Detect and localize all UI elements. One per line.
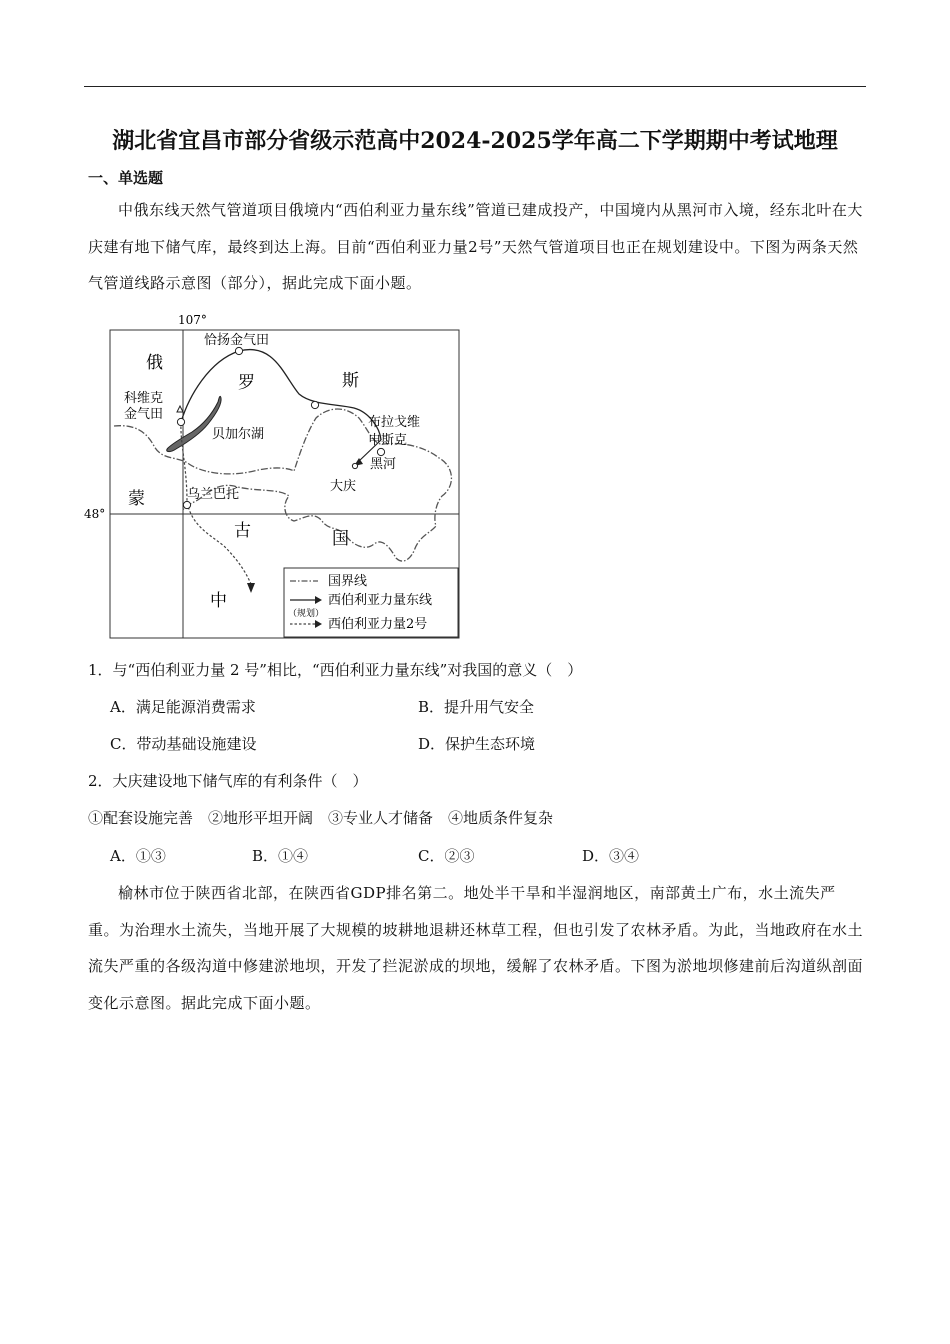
q2-option-c[interactable]: C．②③	[418, 847, 475, 865]
daqing-node	[352, 463, 357, 468]
q2-option-b[interactable]: B．①④	[252, 847, 309, 865]
q1-option-a[interactable]: A．满足能源消费需求	[110, 698, 256, 716]
passage-pipeline: 中俄东线天然气管道项目俄境内“西伯利亚力量东线”管道已建成投产，中国境内从黑河市入境，经东北叶在大庆建有地下储气库，最终到达上海。目前“西伯利亚力量2号”天然气管道项目也正在规划建设中。下图为两条天然气管道线路示意图（部分），据此完成下面小题。	[88, 201, 863, 292]
question-2-items: ①配套设施完善 ②地形平坦开阔 ③专业人才储备 ④地质条件复杂	[88, 809, 554, 827]
legend-line2-label: 西伯利亚力量2号	[328, 617, 428, 632]
country-label-meng: 蒙	[128, 489, 145, 509]
pipeline-map	[84, 306, 464, 642]
passage-yulin: 榆林市位于陕西省北部，在陕西省GDP排名第二。地处半干旱和半湿润地区，南部黄土广布，水土流失严重。为治理水土流失，当地开展了大规模的坡耕地退耕还林草工程，但也引发了农林矛盾。为此，当地政府在水土流失严重的各级沟道中修建淤地坝，开发了拦泥淤成的坝地，缓解了农林矛盾。下图为淤地坝修建前后沟道纵剖面变化示意图。据此完成下面小题。	[88, 884, 864, 1012]
lat-label: 48°	[84, 507, 106, 521]
place-daqing: 大庆	[330, 479, 357, 494]
q1-option-d[interactable]: D．保护生态环境	[418, 735, 536, 753]
question-2-stem: 2．大庆建设地下储气库的有利条件（ ）	[88, 772, 368, 790]
east-line-pipeline	[181, 350, 381, 440]
heihe-node	[377, 448, 384, 455]
legend-planned-tag: （规划）	[288, 609, 325, 619]
baikal-lake	[167, 396, 221, 451]
border-line	[114, 409, 451, 561]
section-heading: 一、单选题	[88, 169, 164, 187]
q1-option-c[interactable]: C．带动基础设施建设	[110, 735, 257, 753]
page-title: 湖北省宜昌市部分省级示范高中2024-2025学年高二下学期期中考试地理	[112, 128, 838, 154]
legend-border-label: 国界线	[328, 574, 368, 589]
lon-label: 107°	[178, 313, 207, 327]
place-ulaanbaatar: 乌兰巴托	[187, 487, 240, 502]
country-label-guo: 国	[332, 529, 349, 549]
place-kovykta-2: 金气田	[124, 407, 164, 422]
kovykta-symbol	[177, 406, 183, 412]
place-heihe: 黑河	[370, 457, 397, 472]
place-kovykta-1: 科维克	[124, 391, 164, 406]
kovykta-node	[177, 418, 184, 425]
chayanda-node	[235, 347, 242, 354]
country-label-zhong: 中	[210, 591, 227, 611]
line2-arrow	[247, 583, 255, 593]
country-label-gu: 古	[234, 521, 251, 541]
line2-pipeline	[181, 422, 251, 584]
q1-option-b[interactable]: B．提升用气安全	[418, 698, 535, 716]
ulaanbaatar-node	[183, 501, 190, 508]
question-1-stem: 1．与“西伯利亚力量 2 号”相比，“西伯利亚力量东线”对我国的意义（ ）	[88, 661, 583, 679]
q2-option-a[interactable]: A．①③	[110, 847, 166, 865]
place-blagoveshchensk-2: 申斯克	[368, 433, 408, 448]
country-label-si: 斯	[342, 371, 359, 391]
mid-node	[311, 401, 318, 408]
place-chayanda: 恰扬金气田	[204, 333, 270, 348]
country-label-e: 俄	[146, 353, 163, 373]
pipeline-map-figure	[84, 306, 464, 646]
country-label-luo: 罗	[238, 373, 255, 393]
place-blagoveshchensk-1: 布拉戈维	[368, 415, 421, 430]
q2-option-d[interactable]: D．③④	[582, 847, 640, 865]
header-rule	[84, 86, 866, 87]
legend-east-label: 西伯利亚力量东线	[328, 593, 433, 608]
place-baikal: 贝加尔湖	[212, 427, 265, 442]
